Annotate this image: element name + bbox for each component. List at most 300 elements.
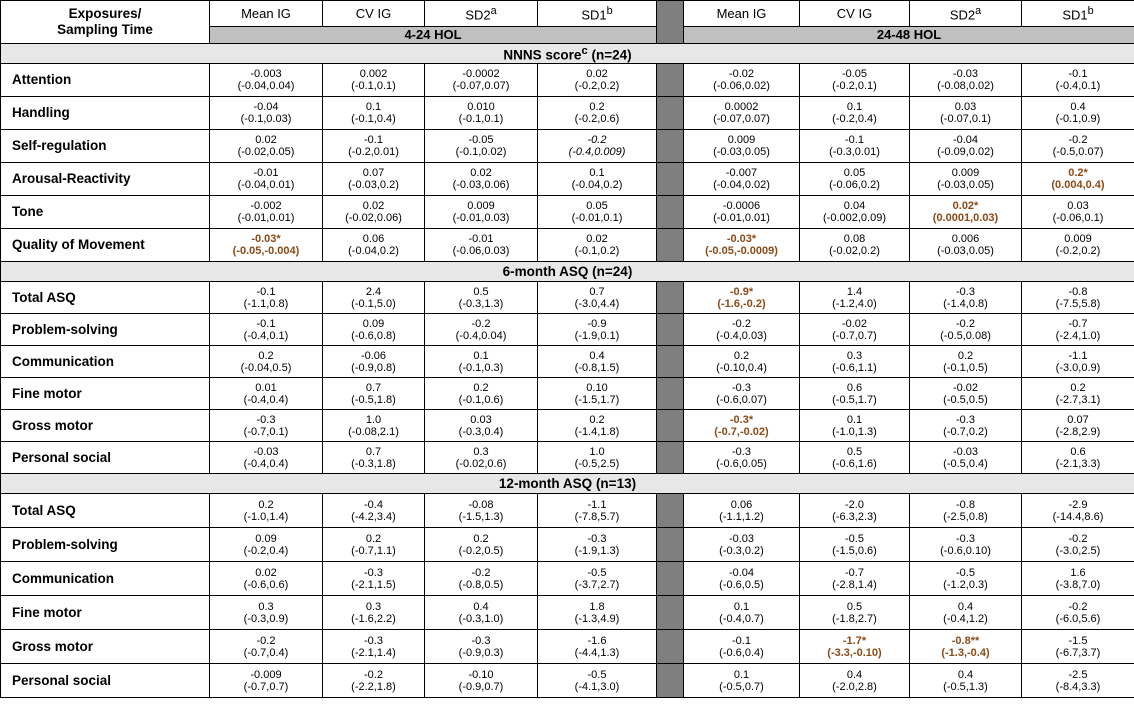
value-cell xyxy=(800,163,910,196)
value-cell xyxy=(210,229,323,262)
value-cell xyxy=(1022,64,1134,97)
value-cell xyxy=(323,410,425,442)
value-cell xyxy=(323,97,425,130)
confidence-interval: (-0.3,0.9) xyxy=(243,612,289,625)
value-cell xyxy=(323,442,425,474)
confidence-interval: (-0.1,0.1) xyxy=(458,113,504,125)
confidence-interval: (-2.4,1.0) xyxy=(1055,329,1101,342)
confidence-interval: (-0.7,1.1) xyxy=(351,544,396,557)
estimate: -0.2 xyxy=(732,317,751,330)
estimate: 0.05 xyxy=(843,167,866,179)
estimate: -0.04 xyxy=(253,101,279,113)
confidence-interval: (-3.7,2.7) xyxy=(574,578,620,591)
confidence-interval: (-0.07,0.07) xyxy=(713,113,770,125)
estimate: -0.3 xyxy=(732,445,751,458)
estimate: -0.3 xyxy=(364,634,383,647)
estimate: 0.3 xyxy=(258,600,274,613)
estimate: 0.5 xyxy=(846,600,863,613)
value-cell xyxy=(684,494,800,528)
gap-cell xyxy=(657,64,684,97)
confidence-interval: (-0.04,0.04) xyxy=(237,80,295,92)
confidence-interval: (-0.6,0.10) xyxy=(940,544,991,557)
estimate: -0.5 xyxy=(587,668,607,681)
col-sd2-left: SD2$^a$ xyxy=(425,1,538,27)
estimate: 0.2 xyxy=(589,101,605,113)
confidence-interval: (-2.7,3.1) xyxy=(1055,393,1101,406)
estimate: 0.7 xyxy=(365,445,382,458)
row-label: Gross motor xyxy=(1,630,210,664)
confidence-interval: (-0.5,2.5) xyxy=(574,457,620,470)
section-header xyxy=(1,262,1134,282)
estimate: 0.09 xyxy=(362,317,385,330)
estimate: -0.3 xyxy=(364,566,383,579)
gap-cell xyxy=(657,528,684,562)
estimate: 0.2 xyxy=(957,349,974,362)
estimate: 0.3 xyxy=(846,349,863,362)
confidence-interval: (-2.1,1.4) xyxy=(351,646,396,659)
value-cell xyxy=(684,630,800,664)
value-cell xyxy=(425,163,538,196)
estimate: -0.3 xyxy=(956,532,975,545)
value-cell xyxy=(800,664,910,698)
value-cell xyxy=(323,630,425,664)
gap-cell xyxy=(657,314,684,346)
value-cell xyxy=(538,346,657,378)
confidence-interval: (-1.3,-0.4) xyxy=(941,646,990,659)
value-cell xyxy=(1022,282,1134,314)
value-cell xyxy=(1022,97,1134,130)
estimate: -0.04 xyxy=(728,566,755,579)
estimate: -0.2 xyxy=(1068,532,1088,545)
confidence-interval: (-0.7,0.4) xyxy=(243,646,289,659)
confidence-interval: (-2.8,1.4) xyxy=(832,578,877,591)
estimate: 1.6 xyxy=(1070,566,1086,579)
value-cell xyxy=(1022,664,1134,698)
gap-cell xyxy=(657,130,684,163)
value-cell xyxy=(323,494,425,528)
confidence-interval: (-0.04,0.2) xyxy=(348,245,399,257)
value-cell xyxy=(910,378,1022,410)
confidence-interval: (-0.2,0.01) xyxy=(348,146,399,158)
value-cell xyxy=(323,314,425,346)
value-cell xyxy=(684,596,800,630)
value-cell xyxy=(1022,442,1134,474)
confidence-interval: (-0.02,0.05) xyxy=(237,146,295,158)
confidence-interval: (-3.0,0.9) xyxy=(1055,361,1101,374)
confidence-interval: (-0.5,0.7) xyxy=(719,680,764,693)
confidence-interval: (-0.01,0.1) xyxy=(571,212,623,224)
confidence-interval: (-4.2,3.4) xyxy=(351,510,396,523)
estimate: -2.0 xyxy=(845,498,864,511)
value-cell xyxy=(800,596,910,630)
value-cell xyxy=(210,596,323,630)
confidence-interval: (-0.2,0.6) xyxy=(574,113,620,125)
confidence-interval: (-1.6,2.2) xyxy=(351,612,396,625)
estimate: -0.03 xyxy=(728,532,755,545)
estimate: -0.2 xyxy=(471,566,491,579)
estimate: -0.7 xyxy=(1068,317,1088,330)
row-label: Attention xyxy=(1,64,210,97)
estimate: 0.05 xyxy=(586,200,608,212)
value-cell xyxy=(910,163,1022,196)
estimate: 0.03 xyxy=(954,101,977,113)
value-cell xyxy=(800,229,910,262)
confidence-interval: (-0.6,0.05) xyxy=(716,457,767,470)
estimate: 0.006 xyxy=(951,233,980,245)
section-header xyxy=(1,44,1134,64)
row-label: Quality of Movement xyxy=(1,229,210,262)
estimate: 0.2 xyxy=(1070,381,1086,394)
estimate: 0.1 xyxy=(846,101,863,113)
table-row xyxy=(1,630,1134,664)
col-sd2-right: SD2$^a$ xyxy=(910,1,1022,27)
table-row xyxy=(1,378,1134,410)
estimate: 0.1 xyxy=(733,668,750,681)
confidence-interval: (-0.4,0.7) xyxy=(719,612,764,625)
value-cell xyxy=(425,130,538,163)
confidence-interval: (-7.8,5.7) xyxy=(574,510,620,523)
row-label: Total ASQ xyxy=(1,282,210,314)
value-cell xyxy=(323,528,425,562)
confidence-interval: (-0.3,0.4) xyxy=(458,425,504,438)
confidence-interval: (-3.0,4.4) xyxy=(574,297,620,310)
table-row xyxy=(1,163,1134,196)
confidence-interval: (-0.002,0.09) xyxy=(823,212,886,224)
estimate: 0.07 xyxy=(362,167,385,179)
value-cell xyxy=(1022,163,1134,196)
estimate: 0.2 xyxy=(473,381,489,394)
value-cell xyxy=(800,282,910,314)
value-cell xyxy=(425,596,538,630)
value-cell xyxy=(210,130,323,163)
value-cell xyxy=(800,130,910,163)
col-cv-ig-right: CV IG xyxy=(800,1,910,27)
estimate: -0.3 xyxy=(956,413,975,426)
estimate: -0.4 xyxy=(364,498,383,511)
table-row xyxy=(1,664,1134,698)
value-cell xyxy=(323,282,425,314)
estimate: -0.02 xyxy=(952,381,979,394)
table-row xyxy=(1,442,1134,474)
estimate: 0.4 xyxy=(473,600,489,613)
estimate: -0.1 xyxy=(845,134,864,146)
value-cell xyxy=(425,64,538,97)
value-cell xyxy=(425,528,538,562)
value-cell xyxy=(425,410,538,442)
confidence-interval: (-1.2,0.3) xyxy=(943,578,988,591)
confidence-interval: (-0.7,0.2) xyxy=(943,425,988,438)
estimate: 0.009 xyxy=(1064,233,1092,245)
value-cell xyxy=(1022,410,1134,442)
estimate: 0.02 xyxy=(255,566,277,579)
value-cell xyxy=(538,163,657,196)
confidence-interval: (-0.6,0.4) xyxy=(719,646,764,659)
value-cell xyxy=(210,528,323,562)
estimate: -0.2 xyxy=(471,317,491,330)
confidence-interval: (-0.5,0.07) xyxy=(1052,146,1104,158)
confidence-interval: (-0.01,0.03) xyxy=(452,212,510,224)
estimate: -0.03 xyxy=(253,445,279,458)
estimate: 0.4 xyxy=(1070,101,1086,113)
value-cell xyxy=(1022,346,1134,378)
value-cell xyxy=(684,562,800,596)
value-cell xyxy=(910,494,1022,528)
estimate: -0.5 xyxy=(845,532,864,545)
table-row xyxy=(1,346,1134,378)
estimate: 0.2 xyxy=(473,532,489,545)
estimate: 0.4 xyxy=(846,668,863,681)
value-cell xyxy=(538,664,657,698)
value-cell xyxy=(910,528,1022,562)
value-cell xyxy=(910,229,1022,262)
confidence-interval: (-14.4,8.6) xyxy=(1052,510,1104,523)
value-cell xyxy=(684,378,800,410)
estimate: -0.5 xyxy=(956,566,975,579)
value-cell xyxy=(210,562,323,596)
row-label: Communication xyxy=(1,562,210,596)
estimate: -0.3 xyxy=(587,532,607,545)
col-sd1-left: SD1$^b$ xyxy=(538,1,657,27)
value-cell xyxy=(684,314,800,346)
confidence-interval: (-0.9,0.8) xyxy=(351,361,396,374)
estimate: 0.009 xyxy=(951,167,980,179)
estimate: 0.07 xyxy=(1067,413,1089,426)
confidence-interval: (-0.01,0.01) xyxy=(237,212,295,224)
value-cell xyxy=(1022,378,1134,410)
confidence-interval: (-0.2,0.2) xyxy=(1055,245,1101,257)
confidence-interval: (-0.5,1.8) xyxy=(351,393,396,406)
confidence-interval: (-0.1,0.3) xyxy=(458,361,504,374)
row-label: Fine motor xyxy=(1,596,210,630)
estimate: 0.1 xyxy=(846,413,863,426)
value-cell xyxy=(210,664,323,698)
gap-cell xyxy=(657,494,684,528)
estimate: -0.03 xyxy=(952,68,979,80)
confidence-interval: (-0.2,0.2) xyxy=(574,80,620,92)
confidence-interval: (-0.2,0.1) xyxy=(832,80,877,92)
confidence-interval: (-0.5,0.08) xyxy=(940,329,991,342)
estimate: -1.6 xyxy=(587,634,607,647)
confidence-interval: (-0.03,0.05) xyxy=(937,245,994,257)
value-cell xyxy=(323,378,425,410)
confidence-interval: (-2.2,1.8) xyxy=(351,680,396,693)
value-cell xyxy=(800,410,910,442)
value-cell xyxy=(910,562,1022,596)
confidence-interval: (-0.4,0.04) xyxy=(455,329,507,342)
estimate: -0.08 xyxy=(468,498,494,511)
confidence-interval: (-0.06,0.02) xyxy=(713,80,770,92)
value-cell xyxy=(1022,596,1134,630)
value-cell xyxy=(323,596,425,630)
estimate: -1.1 xyxy=(587,498,607,511)
confidence-interval: (-0.6,0.5) xyxy=(719,578,764,591)
estimate: 1.0 xyxy=(589,445,605,458)
confidence-interval: (-0.7,0.1) xyxy=(243,425,289,438)
estimate: 0.1 xyxy=(365,101,382,113)
confidence-interval: (-0.3,1.0) xyxy=(458,612,504,625)
confidence-interval: (-0.06,0.03) xyxy=(452,245,510,257)
confidence-interval: (-0.5,1.7) xyxy=(832,393,877,406)
row-label: Personal social xyxy=(1,442,210,474)
value-cell xyxy=(910,64,1022,97)
estimate: -1.1 xyxy=(1068,349,1088,362)
value-cell xyxy=(538,282,657,314)
estimate: -0.05 xyxy=(841,68,868,80)
estimate: 0.04 xyxy=(843,200,866,212)
estimate: -0.2 xyxy=(364,668,383,681)
confidence-interval: (-0.2,0.4) xyxy=(243,544,289,557)
confidence-interval: (-0.1,0.1) xyxy=(351,80,396,92)
confidence-interval: (-0.9,0.3) xyxy=(458,646,504,659)
confidence-interval: (-0.4,0.03) xyxy=(716,329,767,342)
confidence-interval: (-0.6,0.07) xyxy=(716,393,767,406)
row-label: Gross motor xyxy=(1,410,210,442)
confidence-interval: (-0.6,1.1) xyxy=(832,361,877,374)
estimate: -0.04 xyxy=(952,134,979,146)
estimate: -0.1 xyxy=(256,317,276,330)
estimate: -1.7* xyxy=(842,634,867,647)
confidence-interval: (-0.6,0.6) xyxy=(243,578,289,591)
estimate: -0.1 xyxy=(256,285,276,298)
confidence-interval: (-2.1,1.5) xyxy=(351,578,396,591)
confidence-interval: (-2.5,0.8) xyxy=(943,510,988,523)
value-cell xyxy=(538,64,657,97)
col-mean-ig-right: Mean IG xyxy=(684,1,800,27)
value-cell xyxy=(910,314,1022,346)
confidence-interval: (-0.9,0.7) xyxy=(458,680,504,693)
estimate: 0.2 xyxy=(365,532,382,545)
confidence-interval: (-3.8,7.0) xyxy=(1055,578,1101,591)
confidence-interval: (-2.1,3.3) xyxy=(1055,457,1101,470)
estimate: 0.02 xyxy=(470,167,492,179)
value-cell xyxy=(538,410,657,442)
value-cell xyxy=(210,196,323,229)
estimate: -0.1 xyxy=(1068,68,1088,80)
value-cell xyxy=(684,229,800,262)
gap-cell xyxy=(657,163,684,196)
confidence-interval: (-1.8,2.7) xyxy=(832,612,877,625)
confidence-interval: (-0.1,0.6) xyxy=(458,393,504,406)
value-cell xyxy=(1022,229,1134,262)
value-cell xyxy=(684,130,800,163)
table-row xyxy=(1,596,1134,630)
confidence-interval: (-0.02,0.6) xyxy=(455,457,507,470)
value-cell xyxy=(323,346,425,378)
confidence-interval: (-1.0,1.3) xyxy=(832,425,877,438)
value-cell xyxy=(210,346,323,378)
confidence-interval: (-2.0,2.8) xyxy=(832,680,877,693)
gap-cell xyxy=(657,410,684,442)
value-cell xyxy=(800,562,910,596)
estimate: -0.2 xyxy=(1068,600,1088,613)
estimate: 0.3 xyxy=(473,445,489,458)
estimate: 0.010 xyxy=(467,101,495,113)
value-cell xyxy=(425,494,538,528)
estimate: 0.009 xyxy=(467,200,495,212)
value-cell xyxy=(1022,196,1134,229)
estimate: 0.02 xyxy=(586,68,608,80)
confidence-interval: (-8.4,3.3) xyxy=(1055,680,1101,693)
value-cell xyxy=(538,596,657,630)
confidence-interval: (-0.1,0.9) xyxy=(1055,113,1101,125)
value-cell xyxy=(425,97,538,130)
value-cell xyxy=(538,314,657,346)
confidence-interval: (-0.8,0.5) xyxy=(458,578,504,591)
estimate: -0.002 xyxy=(250,200,282,212)
confidence-interval: (-7.5,5.8) xyxy=(1055,297,1101,310)
value-cell xyxy=(538,130,657,163)
estimate: 0.5 xyxy=(846,445,863,458)
value-cell xyxy=(425,229,538,262)
confidence-interval: (-0.1,0.5) xyxy=(943,361,988,374)
confidence-interval: (-6.0,5.6) xyxy=(1055,612,1101,625)
confidence-interval: (-0.04,0.5) xyxy=(240,361,292,374)
row-label: Personal social xyxy=(1,664,210,698)
confidence-interval: (-0.2,0.5) xyxy=(458,544,504,557)
value-cell xyxy=(910,282,1022,314)
confidence-interval: (-3.0,2.5) xyxy=(1055,544,1101,557)
confidence-interval: (-1.5,1.3) xyxy=(458,510,504,523)
estimate: 0.03 xyxy=(1067,200,1089,212)
gap-cell xyxy=(657,196,684,229)
estimate: 0.3 xyxy=(365,600,382,613)
confidence-interval: (-0.1,0.03) xyxy=(240,113,292,125)
confidence-interval: (-0.4,0.4) xyxy=(243,393,289,406)
confidence-interval: (-1.5,1.7) xyxy=(574,393,620,406)
col-mean-ig-left: Mean IG xyxy=(210,1,323,27)
confidence-interval: (-0.03,0.06) xyxy=(452,179,510,191)
gap-cell xyxy=(657,596,684,630)
col-sd1-right: SD1$^b$ xyxy=(1022,1,1134,27)
confidence-interval: (-1.4,0.8) xyxy=(943,297,988,310)
value-cell xyxy=(684,442,800,474)
confidence-interval: (-0.4,0.009) xyxy=(568,146,626,158)
confidence-interval: (-0.06,0.2) xyxy=(829,179,880,191)
estimate: -0.9 xyxy=(587,317,607,330)
gap-cell xyxy=(657,346,684,378)
confidence-interval: (-0.04,0.01) xyxy=(237,179,295,191)
estimate: 0.1 xyxy=(589,167,605,179)
estimate: 0.4 xyxy=(589,349,605,362)
value-cell xyxy=(210,410,323,442)
estimate: -0.2 xyxy=(1068,134,1088,146)
estimate: 0.02 xyxy=(586,233,608,245)
value-cell xyxy=(910,346,1022,378)
gap-cell xyxy=(657,229,684,262)
row-label: Problem-solving xyxy=(1,314,210,346)
value-cell xyxy=(1022,528,1134,562)
confidence-interval: (-0.4,1.2) xyxy=(943,612,988,625)
row-label: Problem-solving xyxy=(1,528,210,562)
confidence-interval: (0.004,0.4) xyxy=(1051,179,1105,191)
confidence-interval: (-4.4,1.3) xyxy=(574,646,620,659)
confidence-interval: (-1.9,1.3) xyxy=(574,544,620,557)
value-cell xyxy=(684,282,800,314)
confidence-interval: (-0.02,0.06) xyxy=(345,212,402,224)
estimate: -0.06 xyxy=(360,349,387,362)
value-cell xyxy=(538,528,657,562)
confidence-interval: (-0.05,-0.0009) xyxy=(705,245,778,257)
estimate: 0.5 xyxy=(473,285,489,298)
value-cell xyxy=(210,378,323,410)
value-cell xyxy=(800,528,910,562)
confidence-interval: (-0.02,0.2) xyxy=(829,245,880,257)
table-row xyxy=(1,410,1134,442)
value-cell xyxy=(1022,630,1134,664)
estimate: -0.8** xyxy=(951,634,980,647)
estimate: 0.08 xyxy=(843,233,866,245)
confidence-interval: (-0.8,1.5) xyxy=(574,361,620,374)
